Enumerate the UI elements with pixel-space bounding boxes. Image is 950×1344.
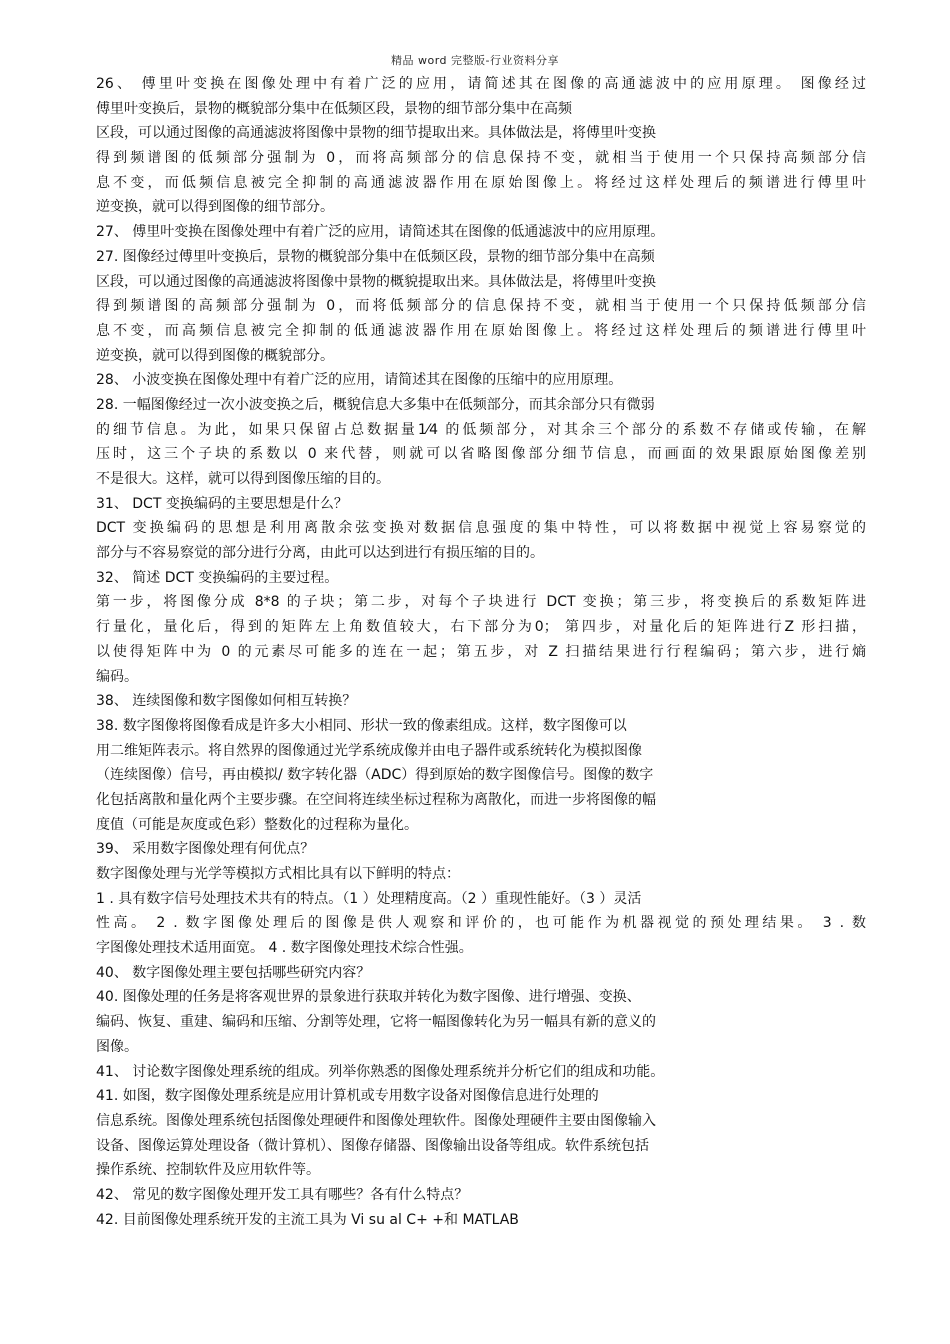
text-line: 逆变换，就可以得到图像的细节部分。 <box>96 199 334 216</box>
text-line: （连续图像）信号，再由模拟/ 数字转化器（ADC）得到原始的数字图像信号。图像的数字 <box>96 767 654 784</box>
text-line: 1 . 具有数字信号处理技术共有的特点。（1 ）处理精度高。（2 ）重现性能好。（3 ）灵活 <box>96 890 642 907</box>
text-line: 41. 如图，数字图像处理系统是应用计算机或专用数字设备对图像信息进行处理的 <box>96 1088 599 1105</box>
text-line: 42. 目前图像处理系统开发的主流工具为 Vi su al C+ +和 MATLAB <box>96 1211 519 1228</box>
text-line: 39、 采用数字图像处理有何优点？ <box>96 841 315 858</box>
text-line: 38. 数字图像将图像看成是许多大小相同、形状一致的像素组成。这样，数字图像可以 <box>96 717 627 734</box>
text-line: 傅里叶变换后，景物的概貌部分集中在低频区段，景物的细节部分集中在高频 <box>96 100 572 117</box>
text-line: 数字图像处理与光学等模拟方式相比具有以下鲜明的特点： <box>96 866 460 882</box>
text-line: 逆变换，就可以得到图像的概貌部分。 <box>96 347 334 364</box>
text-line: 化包括离散和量化两个主要步骤。在空间将连续坐标过程称为离散化，而进一步将图像的幅 <box>96 791 656 808</box>
text-line: 用二维矩阵表示。将自然界的图像通过光学系统成像并由电子器件或系统转化为模拟图像 <box>96 742 642 759</box>
text-line: DCT 变换编码的思想是利用离散余弦变换对数据信息强度的集中特性，可以将数据中视觉上容易察觉的 <box>96 520 866 537</box>
text-line: 28. 一幅图像经过一次小波变换之后，概貌信息大多集中在低频部分，而其余部分只有微弱 <box>96 396 655 413</box>
text-line: 27. 图像经过傅里叶变换后，景物的概貌部分集中在低频区段，景物的细节部分集中在高频 <box>96 248 655 265</box>
text-line: 42、 常见的数字图像处理开发工具有哪些？各有什么特点？ <box>96 1186 469 1203</box>
text-line: 31、 DCT 变换编码的主要思想是什么？ <box>96 495 348 512</box>
text-line: 图像。 <box>96 1038 138 1055</box>
text-line: 设备、图像运算处理设备（微计算机）、图像存储器、图像输出设备等组成。软件系统包括 <box>96 1137 649 1154</box>
text-line: 40. 图像处理的任务是将客观世界的景象进行获取并转化为数字图像、进行增强、变换、 <box>96 989 641 1006</box>
text-line: 不是很大。这样，就可以得到图像压缩的目的。 <box>96 471 390 487</box>
text-line: 操作系统、控制软件及应用软件等。 <box>96 1162 320 1179</box>
text-line: 28、 小波变换在图像处理中有着广泛的应用，请简述其在图像的压缩中的应用原理。 <box>96 372 623 389</box>
text-line: 息不变，而低频信息被完全抑制的高通滤波器作用在原始图像上。将经过这样处理后的频谱进行傅里叶 <box>96 174 866 191</box>
text-line: 的细节信息。为此，如果只保留占总数据量1⁄4 的低频部分，对其余三个部分的系数不存储或传输，在解 <box>96 421 866 438</box>
text-line: 32、 简述 DCT 变换编码的主要过程。 <box>96 569 339 586</box>
text-line: 压时，这三个子块的系数以 0 来代替，则就可以省略图像部分细节信息，而画面的效果跟原始图像差别 <box>96 446 866 463</box>
text-line: 38、 连续图像和数字图像如何相互转换？ <box>96 693 357 710</box>
text-line: 区段，可以通过图像的高通滤波将图像中景物的概貌提取出来。具体做法是，将傅里叶变换 <box>96 273 656 290</box>
text-line: 40、 数字图像处理主要包括哪些研究内容？ <box>96 964 371 981</box>
text-line: 编码、恢复、重建、编码和压缩、分割等处理，它将一幅图像转化为另一幅具有新的意义的 <box>96 1014 656 1031</box>
text-line: 编码。 <box>96 668 138 685</box>
text-line: 字图像处理技术适用面宽。 4 . 数字图像处理技术综合性强。 <box>96 940 473 957</box>
text-line: 行量化，量化后，得到的矩阵左上角数值较大，右下部分为0； 第四步，对量化后的矩阵进行Z 形扫描， <box>96 619 866 636</box>
text-line: 第一步，将图像分成 8*8 的子块；第二步，对每个子块进行 DCT 变换；第三步，将变换后的系数矩阵进 <box>96 594 866 611</box>
text-line: 息不变，而高频信息被完全抑制的低通滤波器作用在原始图像上。将经过这样处理后的频谱进行傅里叶 <box>96 322 866 339</box>
text-line: 得到频谱图的高频部分强制为 0，而将低频部分的信息保持不变，就相当于使用一个只保持低频部分信 <box>96 298 866 315</box>
text-line: 度值（可能是灰度或色彩）整数化的过程称为量化。 <box>96 816 418 833</box>
text-line: 41、 讨论数字图像处理系统的组成。列举你熟悉的图像处理系统并分析它们的组成和功能。 <box>96 1063 665 1080</box>
text-line: 27、 傅里叶变换在图像处理中有着广泛的应用，请简述其在图像的低通滤波中的应用原理。 <box>96 224 665 241</box>
text-line: 部分与不容易察觉的部分进行分离，由此可以达到进行有损压缩的目的。 <box>96 545 544 562</box>
text-line: 区段，可以通过图像的高通滤波将图像中景物的细节提取出来。具体做法是，将傅里叶变换 <box>96 125 656 142</box>
text-line: 性高。 2 . 数字图像处理后的图像是供人观察和评价的，也可能作为机器视觉的预处理结果。 3 . 数 <box>96 915 866 932</box>
page-header: 精品 word 完整版-行业资料分享 <box>391 54 559 67</box>
text-line: 以使得矩阵中为 0 的元素尽可能多的连在一起；第五步，对 Z 扫描结果进行行程编码；第六步，进行熵 <box>96 643 866 660</box>
text-line: 得到频谱图的低频部分强制为 0，而将高频部分的信息保持不变，就相当于使用一个只保持高频部分信 <box>96 150 866 167</box>
document-body <box>96 72 866 1232</box>
text-line: 26、 傅里叶变换在图像处理中有着广泛的应用，请简述其在图像的高通滤波中的应用原理。 图像经过 <box>96 76 866 92</box>
text-line: 信息系统。图像处理系统包括图像处理硬件和图像处理软件。图像处理硬件主要由图像输入 <box>96 1112 656 1129</box>
